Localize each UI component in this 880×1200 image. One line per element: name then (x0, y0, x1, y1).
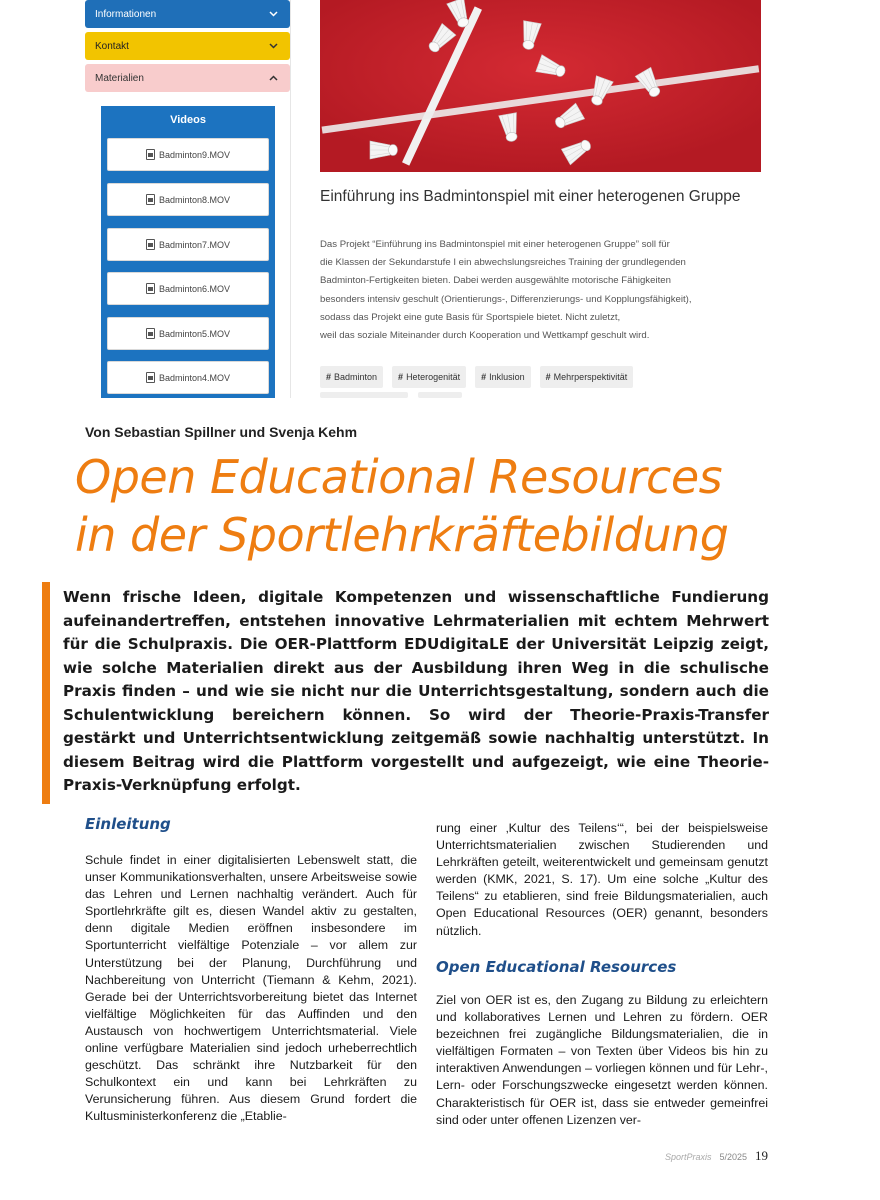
video-file-name: Badminton8.MOV (158, 194, 231, 205)
description-line: Das Projekt “Einführung ins Badmintonspiel mit einer heterogenen Gruppe” soll für (320, 239, 670, 250)
video-file-name: Badminton6.MOV (158, 283, 231, 294)
description-line: sodass das Projekt eine gute Basis für Sportspiele bietet. Nicht zuletzt, (320, 311, 621, 323)
accordion-label: Materialien (95, 72, 144, 84)
accordion-label: Kontakt (95, 40, 129, 52)
project-description (320, 236, 761, 345)
video-file-name: Badminton9.MOV (158, 149, 231, 160)
accordion-informationen[interactable] (85, 0, 290, 28)
tag-heterogenitaet[interactable] (392, 366, 466, 388)
description-line: weil das soziale Miteinander durch Kooperation und Wettkampf geschult wird. (320, 330, 650, 342)
hashtag-icon: # (481, 372, 487, 382)
page-number: 19 (755, 1148, 768, 1163)
video-file-icon (146, 239, 155, 250)
video-file-link[interactable] (107, 138, 269, 171)
tag-inklusion[interactable] (475, 366, 531, 388)
platform-sidebar (85, 0, 291, 398)
videos-title: Videos (170, 114, 206, 126)
chevron-down-icon (266, 39, 280, 53)
description-line: besonders intensiv geschult (Orientierungs-, Differenzierungs- und Kopplungsfähigkeit), (320, 293, 692, 305)
hashtag-icon: # (398, 372, 404, 382)
tag-list (320, 366, 633, 388)
journal-name: SportPraxis (664, 1152, 712, 1162)
project-title: Einführung ins Badmintonspiel mit einer heterogenen Gruppe (320, 188, 741, 205)
tag-mehrperspektivitaet[interactable] (540, 366, 634, 388)
issue-number: 5/2025 (719, 1152, 747, 1162)
video-file-icon (146, 194, 155, 205)
description-line: Badminton-Fertigkeiten bieten. Dabei werden ausgewählte motorische Fähigkeiten (320, 275, 671, 287)
video-file-icon (146, 328, 155, 339)
video-file-link[interactable] (107, 183, 269, 216)
body-column-right-top: rung einer ‚Kultur des Teilens‘“, bei der beispielsweise Unterrichtsmaterialien zwischen Studierenden und Lehrkräften geteilt, weiterentwickelt und gemeinsam genutzt werden (KMK, 2021, S. 17). Um eine solche „Kultur des Teilens“ zu etablieren, sind freie Bildungsmaterialien, auch Open Educational Resources (OER) genannt, besonders nützlich. (436, 821, 768, 938)
video-file-icon (146, 283, 155, 294)
accordion-materialien[interactable] (85, 64, 290, 92)
video-file-name: Badminton5.MOV (158, 328, 231, 339)
body-column-right-bottom: Ziel von OER ist es, den Zugang zu Bildung zu erleichtern und kollaboratives Lernen und Lehren zu fördern. OER bezeichnen frei zugängliche Bildungsmaterialien, die in vielfältigen Formaten – von Texten über Videos bis hin zu interaktiven Anwendungen – vorliegen können und für Lehr-, Lern- oder Forschungszwecke eingesetzt werden können. Charakteristisch für OER ist, dass sie entweder gemeinfrei sind oder unter offenen Lizenzen ver- (436, 993, 768, 1127)
video-file-link[interactable] (107, 228, 269, 261)
title-line: Open Educational Resources (75, 450, 723, 504)
video-file-name: Badminton4.MOV (158, 372, 231, 383)
chevron-up-icon (266, 71, 280, 85)
tag-label: Badminton (334, 372, 378, 382)
article-title (75, 448, 795, 564)
video-file-icon (146, 372, 155, 383)
tag-label: Heterogenität (406, 372, 461, 382)
hashtag-icon: # (545, 372, 551, 382)
accordion-kontakt[interactable] (85, 32, 290, 60)
tag-label: Mehrperspektivität (553, 372, 628, 382)
body-column-left: Schule findet in einer digitalisierten Lebenswelt statt, die unser Kommunikationsverhalten, unsere Arbeitsweise sowie das Lehren und Lernen nachhaltig verändert. Auch für Sportlehrkräfte gilt es, diesen Wandel aktiv zu gestalten, denn digitale Medien eröffnen insbesondere im Sportunterricht vielfältige Potenziale – vor allem zur Unterstützung bei der Planung, Durchführung und Nachbereitung von Unterricht (Tiemann & Kehm, 2021). Gerade bei der Unterrichtsvorbereitung bietet das Internet vielfältige Möglichkeiten für das Auffinden und den Austausch von hochwertigem Unterrichtsmaterial. Viele online verfügbare Materialien sind jedoch urheberrechtlich geschützt. Das schränkt ihre Nutzbarkeit für den Schulkontext ein und kann bei Lehrkräften zu Verunsicherung führen. Aus diesem Grund fordert die Kultusministerkonferenz die „Etablie- (85, 853, 417, 1124)
lead-accent-bar (42, 582, 50, 804)
videos-panel (101, 106, 275, 398)
tag-cutoff (320, 392, 408, 398)
video-file-name: Badminton7.MOV (158, 239, 231, 250)
article-lead: Wenn frische Ideen, digitale Kompetenzen und wissenschaftliche Fundierung aufeinandertreffen, entstehen innovative Lehrmaterialien mit echtem Mehrwert für die Schulpraxis. Die OER-Plattform EDUdigitaLE der Universität Leipzig zeigt, wie solche Materialien direkt aus der Ausbildung ihren Weg in die schulische Praxis finden – und wie sie nicht nur die Unterrichtsgestaltung, sondern auch die Schulentwicklung bereichern können. So wird der Theorie-Praxis-Transfer gestärkt und Unterrichtsentwicklung zeitgemäß sowie nachhaltig unterstützt. In diesem Beitrag wird die Plattform vorgestellt und aufgezeigt, wie eine Theorie-Praxis-Verknüpfung erfolgt. (63, 588, 769, 794)
video-file-icon (146, 149, 155, 160)
badminton-shuttlecocks-photo (320, 0, 761, 172)
tag-badminton[interactable] (320, 366, 383, 388)
video-file-link[interactable] (107, 317, 269, 350)
article-authors: Von Sebastian Spillner und Svenja Kehm (85, 424, 358, 440)
accordion-label: Informationen (95, 8, 157, 20)
project-panel (320, 0, 761, 398)
page-footer (665, 1148, 768, 1164)
hashtag-icon: # (326, 372, 332, 382)
heading-einleitung: Einleitung (85, 815, 171, 833)
tag-label: Inklusion (489, 372, 525, 382)
title-line: in der Sportlehrkräftebildung (75, 508, 729, 562)
chevron-down-icon (266, 7, 280, 21)
video-file-link[interactable] (107, 361, 269, 394)
tag-cutoff (418, 392, 462, 398)
video-file-link[interactable] (107, 272, 269, 305)
description-line: die Klassen der Sekundarstufe I ein abwechslungsreiches Training der grundlegenden (320, 257, 686, 269)
heading-oer: Open Educational Resources (436, 958, 677, 976)
